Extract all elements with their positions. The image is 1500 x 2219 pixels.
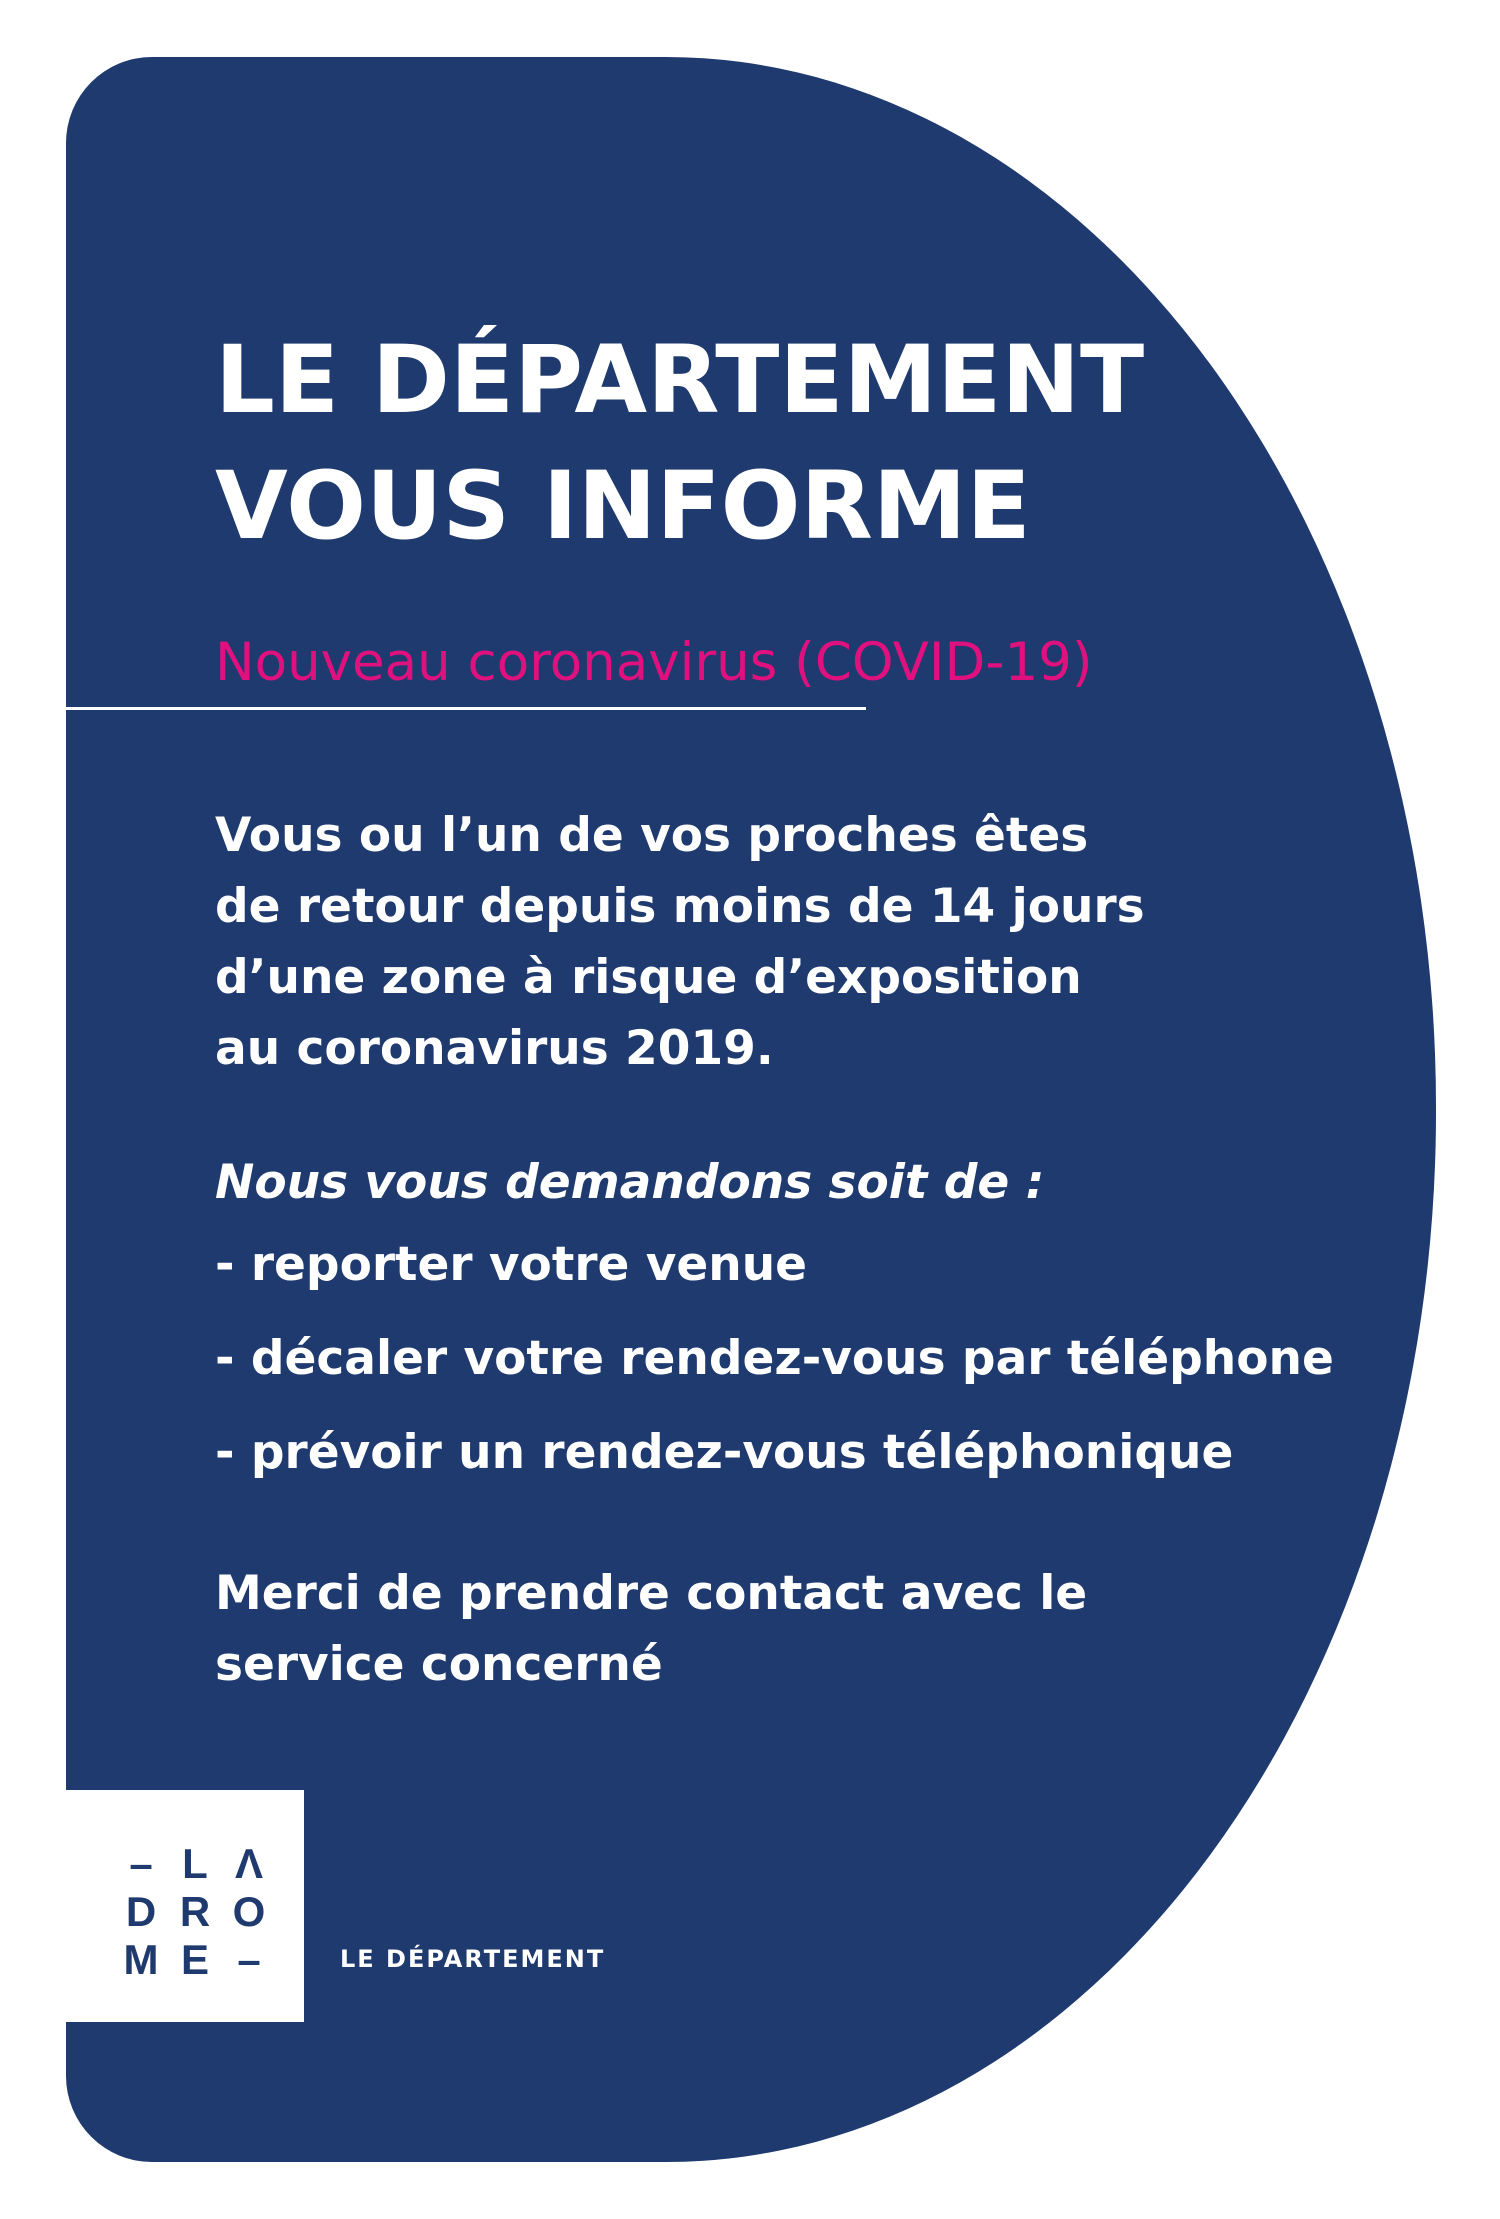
list-item: - décaler votre rendez-vous par téléphone [215,1331,1334,1386]
subtitle: Nouveau coronavirus (COVID-19) [215,632,1093,693]
intro-line: au coronavirus 2019. [215,1021,774,1076]
request-heading: Nous vous demandons soit de : [215,1155,1045,1210]
request-options [215,1232,1334,1514]
closing-line: service concerné [215,1637,663,1692]
la-drome-logo [66,1790,304,2022]
title-line-2: VOUS INFORME [215,452,1031,561]
closing-line: Merci de prendre contact avec le [215,1566,1088,1621]
intro-line: Vous ou l’un de vos proches êtes [215,808,1089,863]
title-line-1: LE DÉPARTEMENT [215,326,1145,435]
logo-cell: M [123,1936,159,1983]
logo-cell: O [232,1888,266,1935]
intro-line: d’une zone à risque d’exposition [215,950,1082,1005]
logo-cell: – [129,1840,153,1887]
list-item: - reporter votre venue [215,1237,808,1292]
closing-paragraph [215,1558,1087,1700]
logo-cell: – [237,1936,261,1983]
department-label: LE DÉPARTEMENT [340,1945,606,1973]
logo-cell: L [182,1840,208,1887]
divider-line [66,707,866,710]
intro-line: de retour depuis moins de 14 jours [215,879,1145,934]
logo-cell: D [125,1888,157,1935]
logo-letters [114,1840,276,1984]
logo-cell: R [179,1888,211,1935]
intro-paragraph [215,800,1145,1084]
logo-cell: E [180,1936,209,1983]
list-item: - prévoir un rendez-vous téléphonique [215,1425,1234,1480]
page-title [215,318,1144,570]
logo-cell: Λ [234,1840,263,1887]
